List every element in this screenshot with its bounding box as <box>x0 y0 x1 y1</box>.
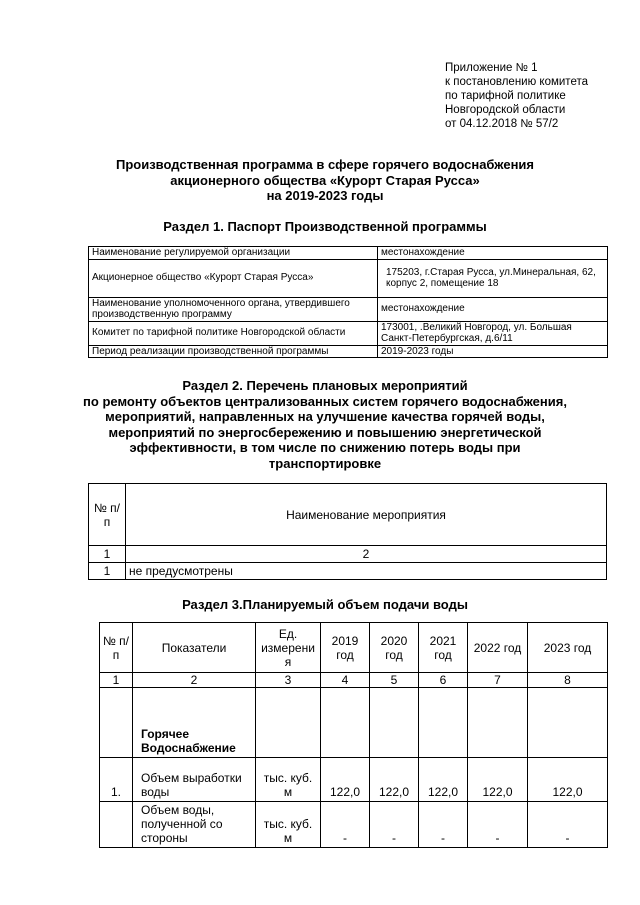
header-cell: 2022 год <box>468 623 528 673</box>
table-cell: - <box>528 802 608 848</box>
table-cell: тыс. куб. м <box>256 758 321 802</box>
appendix-line: по тарифной политике <box>445 90 566 102</box>
table-cell: 122,0 <box>419 758 468 802</box>
heading-line: по ремонту объектов централизованных систем горячего водоснабжения, <box>83 393 567 409</box>
index-cell: 7 <box>468 673 528 688</box>
index-cell: 1 <box>100 673 133 688</box>
title-line: на 2019-2023 годы <box>266 188 384 203</box>
table-cell: Акционерное общество «Курорт Старая Русса» <box>89 259 378 297</box>
heading-line: транспортировке <box>268 455 382 471</box>
document-title <box>80 157 570 204</box>
title-line: акционерного общества «Курорт Старая Русса» <box>170 172 480 188</box>
heading-line: эффективности, в том числе по снижению потерь воды при <box>129 440 521 455</box>
table-cell <box>256 688 321 758</box>
table-row <box>89 247 608 260</box>
table-cell: 122,0 <box>370 758 419 802</box>
passport-table <box>88 246 608 358</box>
header-cell: Показатели <box>133 623 256 673</box>
index-cell: 2 <box>133 673 256 688</box>
table-index-row <box>100 673 608 688</box>
index-cell: 3 <box>256 673 321 688</box>
table-cell: 122,0 <box>468 758 528 802</box>
table-header-row <box>100 623 608 673</box>
index-cell: 6 <box>419 673 468 688</box>
volume-table <box>99 622 608 848</box>
index-cell: 5 <box>370 673 419 688</box>
table-cell: - <box>370 802 419 848</box>
table-cell <box>100 688 133 758</box>
index-cell: 1 <box>89 546 126 563</box>
table-cell: - <box>468 802 528 848</box>
table-index-row <box>89 546 607 563</box>
table-cell: - <box>321 802 370 848</box>
table-cell <box>468 688 528 758</box>
appendix-line: к постановлению комитета <box>445 76 588 88</box>
table-cell: 175203, г.Старая Русса, ул.Минеральная, 62, корпус 2, помещение 18 <box>378 259 608 297</box>
header-cell: № п/п <box>89 484 126 546</box>
table-row <box>89 563 607 580</box>
table-row <box>89 259 608 297</box>
appendix-line: Новгородской области <box>445 104 566 116</box>
appendix-line: от 04.12.2018 № 57/2 <box>445 118 559 130</box>
table-cell: Наименование регулируемой организации <box>89 247 378 260</box>
events-table <box>88 483 607 580</box>
table-row <box>100 802 608 848</box>
table-cell: Объем воды, полученной со стороны <box>133 802 256 848</box>
table-cell: 2019-2023 годы <box>378 345 608 358</box>
section2-heading <box>70 378 580 471</box>
index-cell: 8 <box>528 673 608 688</box>
table-row <box>100 758 608 802</box>
table-cell: местонахождение <box>378 247 608 260</box>
table-cell: 122,0 <box>321 758 370 802</box>
table-cell: - <box>419 802 468 848</box>
table-row <box>100 688 608 758</box>
table-cell <box>100 802 133 848</box>
header-cell: 2021 год <box>419 623 468 673</box>
header-cell: Ед. измерени я <box>256 623 321 673</box>
appendix-block <box>445 61 588 131</box>
section3-heading: Раздел 3.Планируемый объем подачи воды <box>182 597 468 612</box>
table-cell: тыс. куб. м <box>256 802 321 848</box>
table-header-row <box>89 484 607 546</box>
heading-line: мероприятий, направленных на улучшение качества горячей воды, <box>105 409 545 424</box>
table-row <box>89 297 608 321</box>
table-cell: 173001, .Великий Новгород, ул. Большая Санкт-Петербургская, д.6/11 <box>378 321 608 345</box>
table-cell: Объем выработки воды <box>133 758 256 802</box>
heading-line: Раздел 2. Перечень плановых мероприятий <box>182 378 468 393</box>
header-cell: 2019 год <box>321 623 370 673</box>
index-cell: 2 <box>126 546 607 563</box>
header-cell: 2020 год <box>370 623 419 673</box>
section1-heading: Раздел 1. Паспорт Производственной программы <box>163 219 487 234</box>
table-cell <box>370 688 419 758</box>
header-cell: № п/п <box>100 623 133 673</box>
group-label: Горячее Водоснабжение <box>133 688 256 758</box>
table-cell: Период реализации производственной программы <box>89 345 378 358</box>
appendix-line: Приложение № 1 <box>445 62 538 74</box>
table-cell: не предусмотрены <box>126 563 607 580</box>
title-line: Производственная программа в сфере горячего водоснабжения <box>116 157 534 172</box>
table-cell <box>321 688 370 758</box>
header-cell: 2023 год <box>528 623 608 673</box>
heading-line: мероприятий по энергосбережению и повышению энергетической <box>108 424 542 440</box>
table-cell: местонахождение <box>378 297 608 321</box>
table-cell: 122,0 <box>528 758 608 802</box>
table-cell: Наименование уполномоченного органа, утвердившего производственную программу <box>89 297 378 321</box>
table-cell <box>419 688 468 758</box>
table-row <box>89 345 608 358</box>
table-cell: 1 <box>89 563 126 580</box>
index-cell: 4 <box>321 673 370 688</box>
table-cell: Комитет по тарифной политике Новгородской области <box>89 321 378 345</box>
table-cell <box>528 688 608 758</box>
table-row <box>89 321 608 345</box>
table-cell: 1. <box>100 758 133 802</box>
header-cell: Наименование мероприятия <box>126 484 607 546</box>
